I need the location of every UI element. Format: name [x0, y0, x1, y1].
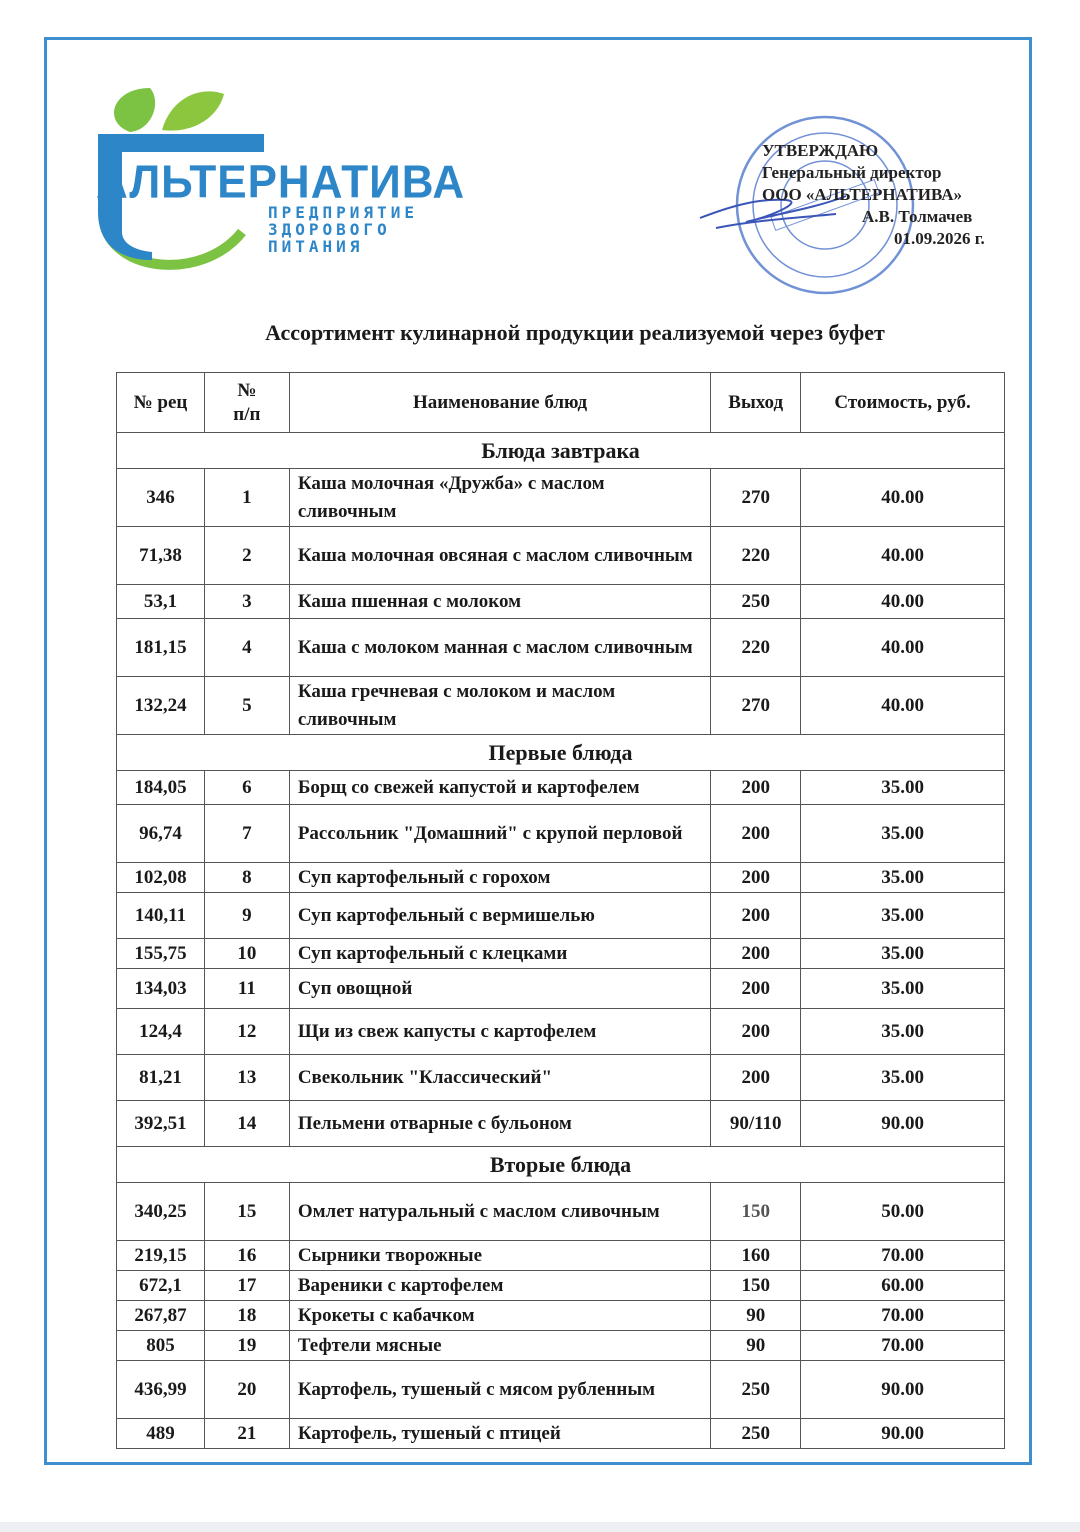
header-number-top: № [237, 379, 257, 401]
cell-name: Каша молочная овсяная с маслом сливочным [289, 527, 710, 585]
cell-number: 5 [204, 677, 289, 735]
table-row [117, 771, 1005, 805]
table-row [117, 469, 1005, 527]
cell-number: 6 [204, 771, 289, 805]
table-row [117, 1419, 1005, 1449]
cell-recipe: 340,25 [117, 1183, 205, 1241]
approval-block [762, 140, 1022, 250]
cell-yield: 90/110 [711, 1101, 801, 1147]
cell-name: Омлет натуральный с маслом сливочным [289, 1183, 710, 1241]
cell-yield: 220 [711, 527, 801, 585]
approval-company: ООО «АЛЬТЕРНАТИВА» [762, 185, 962, 204]
cell-yield: 270 [711, 469, 801, 527]
cell-name: Каша пшенная с молоком [289, 585, 710, 619]
table-row [117, 805, 1005, 863]
cell-yield: 90 [711, 1331, 801, 1361]
cell-yield: 150 [711, 1183, 801, 1241]
cell-recipe: 181,15 [117, 619, 205, 677]
table-row [117, 1271, 1005, 1301]
cell-number: 9 [204, 893, 289, 939]
cell-price: 35.00 [801, 1009, 1005, 1055]
cell-number: 19 [204, 1331, 289, 1361]
header-yield: Выход [711, 373, 801, 433]
table-row [117, 1055, 1005, 1101]
cell-recipe: 71,38 [117, 527, 205, 585]
cell-name: Суп картофельный с вермишелью [289, 893, 710, 939]
cell-name: Борщ со свежей капустой и картофелем [289, 771, 710, 805]
cell-number: 11 [204, 969, 289, 1009]
table-row [117, 1301, 1005, 1331]
cell-yield: 200 [711, 893, 801, 939]
cell-yield: 200 [711, 939, 801, 969]
cell-price: 40.00 [801, 585, 1005, 619]
table-row [117, 1183, 1005, 1241]
cell-recipe: 132,24 [117, 677, 205, 735]
cell-price: 90.00 [801, 1361, 1005, 1419]
table-row [117, 1241, 1005, 1271]
cell-price: 35.00 [801, 805, 1005, 863]
section-title: Блюда завтрака [117, 433, 1005, 469]
bottom-edge [0, 1522, 1080, 1532]
cell-name: Щи из свеж капусты с картофелем [289, 1009, 710, 1055]
cell-price: 90.00 [801, 1101, 1005, 1147]
section-row [117, 433, 1005, 469]
header-name: Наименование блюд [289, 373, 710, 433]
cell-price: 35.00 [801, 771, 1005, 805]
cell-number: 2 [204, 527, 289, 585]
cell-name: Крокеты с кабачком [289, 1301, 710, 1331]
table-row [117, 893, 1005, 939]
approval-signer: А.В. Толмачев [862, 207, 973, 226]
cell-recipe: 672,1 [117, 1271, 205, 1301]
cell-number: 10 [204, 939, 289, 969]
cell-recipe: 184,05 [117, 771, 205, 805]
cell-number: 20 [204, 1361, 289, 1419]
cell-recipe: 392,51 [117, 1101, 205, 1147]
section-title: Первые блюда [117, 735, 1005, 771]
cell-price: 50.00 [801, 1183, 1005, 1241]
cell-name: Вареники с картофелем [289, 1271, 710, 1301]
cell-recipe: 134,03 [117, 969, 205, 1009]
cell-name: Каша молочная «Дружба» с маслом сливочным [289, 469, 710, 527]
table-row [117, 863, 1005, 893]
logo-subtitle-line: ПИТАНИЯ [268, 237, 364, 256]
cell-price: 70.00 [801, 1301, 1005, 1331]
cell-name: Картофель, тушеный с птицей [289, 1419, 710, 1449]
table-row [117, 677, 1005, 735]
table-row [117, 619, 1005, 677]
table-row [117, 1361, 1005, 1419]
cell-recipe: 155,75 [117, 939, 205, 969]
menu-table [116, 372, 1005, 1449]
cell-yield: 250 [711, 585, 801, 619]
cell-name: Суп овощной [289, 969, 710, 1009]
cell-price: 70.00 [801, 1331, 1005, 1361]
header-recipe: № рец [117, 373, 205, 433]
cell-recipe: 102,08 [117, 863, 205, 893]
cell-yield: 160 [711, 1241, 801, 1271]
table-row [117, 585, 1005, 619]
cell-number: 16 [204, 1241, 289, 1271]
cell-price: 60.00 [801, 1271, 1005, 1301]
cell-price: 40.00 [801, 469, 1005, 527]
section-row [117, 1147, 1005, 1183]
cell-yield: 200 [711, 1055, 801, 1101]
cell-number: 12 [204, 1009, 289, 1055]
document-title: Ассортимент кулинарной продукции реализуемой через буфет [265, 320, 885, 345]
company-logo [92, 82, 466, 272]
cell-recipe: 346 [117, 469, 205, 527]
cell-name: Каша гречневая с молоком и маслом сливочным [289, 677, 710, 735]
cell-price: 70.00 [801, 1241, 1005, 1271]
cell-yield: 200 [711, 1009, 801, 1055]
cell-recipe: 805 [117, 1331, 205, 1361]
cell-price: 35.00 [801, 1055, 1005, 1101]
section-row [117, 735, 1005, 771]
cell-yield: 250 [711, 1419, 801, 1449]
cell-yield: 200 [711, 771, 801, 805]
cell-yield: 250 [711, 1361, 801, 1419]
table-row [117, 1101, 1005, 1147]
cell-yield: 150 [711, 1271, 801, 1301]
cell-number: 8 [204, 863, 289, 893]
cell-yield: 90 [711, 1301, 801, 1331]
cell-recipe: 140,11 [117, 893, 205, 939]
cell-price: 35.00 [801, 863, 1005, 893]
cell-number: 17 [204, 1271, 289, 1301]
cell-recipe: 53,1 [117, 585, 205, 619]
cell-recipe: 489 [117, 1419, 205, 1449]
cell-number: 7 [204, 805, 289, 863]
logo-name: АЛЬТЕРНАТИВА [96, 156, 466, 209]
cell-name: Тефтели мясные [289, 1331, 710, 1361]
cell-name: Каша с молоком манная с маслом сливочным [289, 619, 710, 677]
cell-number: 14 [204, 1101, 289, 1147]
table-row [117, 527, 1005, 585]
table-row [117, 1331, 1005, 1361]
cell-price: 40.00 [801, 677, 1005, 735]
header-price: Стоимость, руб. [801, 373, 1005, 433]
header-number-bottom: п/п [233, 403, 261, 425]
cell-name: Сырники творожные [289, 1241, 710, 1271]
cell-recipe: 219,15 [117, 1241, 205, 1271]
cell-recipe: 81,21 [117, 1055, 205, 1101]
cell-price: 35.00 [801, 969, 1005, 1009]
approval-heading: УТВЕРЖДАЮ [762, 141, 879, 160]
logo-subtitle-line: ПРЕДПРИЯТИЕ [268, 203, 418, 222]
table-header-row [117, 373, 1005, 433]
cell-price: 35.00 [801, 893, 1005, 939]
cell-yield: 200 [711, 805, 801, 863]
cell-recipe: 96,74 [117, 805, 205, 863]
cell-name: Свекольник "Классический" [289, 1055, 710, 1101]
table-row [117, 939, 1005, 969]
cell-name: Картофель, тушеный с мясом рубленным [289, 1361, 710, 1419]
cell-recipe: 267,87 [117, 1301, 205, 1331]
cell-number: 18 [204, 1301, 289, 1331]
cell-price: 35.00 [801, 939, 1005, 969]
cell-number: 1 [204, 469, 289, 527]
table-row [117, 1009, 1005, 1055]
cell-name: Суп картофельный с горохом [289, 863, 710, 893]
cell-yield: 270 [711, 677, 801, 735]
cell-number: 4 [204, 619, 289, 677]
logo-subtitle [268, 204, 418, 255]
cell-yield: 200 [711, 969, 801, 1009]
cell-price: 90.00 [801, 1419, 1005, 1449]
cell-yield: 220 [711, 619, 801, 677]
cell-price: 40.00 [801, 619, 1005, 677]
cell-price: 40.00 [801, 527, 1005, 585]
cell-number: 15 [204, 1183, 289, 1241]
cell-number: 13 [204, 1055, 289, 1101]
cell-recipe: 124,4 [117, 1009, 205, 1055]
section-title: Вторые блюда [117, 1147, 1005, 1183]
header-number [204, 373, 289, 433]
cell-name: Рассольник "Домашний" с крупой перловой [289, 805, 710, 863]
cell-number: 21 [204, 1419, 289, 1449]
approval-position: Генеральный директор [762, 163, 942, 182]
cell-recipe: 436,99 [117, 1361, 205, 1419]
cell-number: 3 [204, 585, 289, 619]
approval-date: 01.09.2026 г. [894, 229, 985, 248]
cell-name: Пельмени отварные с бульоном [289, 1101, 710, 1147]
cell-yield: 200 [711, 863, 801, 893]
cell-name: Суп картофельный с клецками [289, 939, 710, 969]
table-row [117, 969, 1005, 1009]
logo-subtitle-line: ЗДОРОВОГО [268, 220, 391, 239]
